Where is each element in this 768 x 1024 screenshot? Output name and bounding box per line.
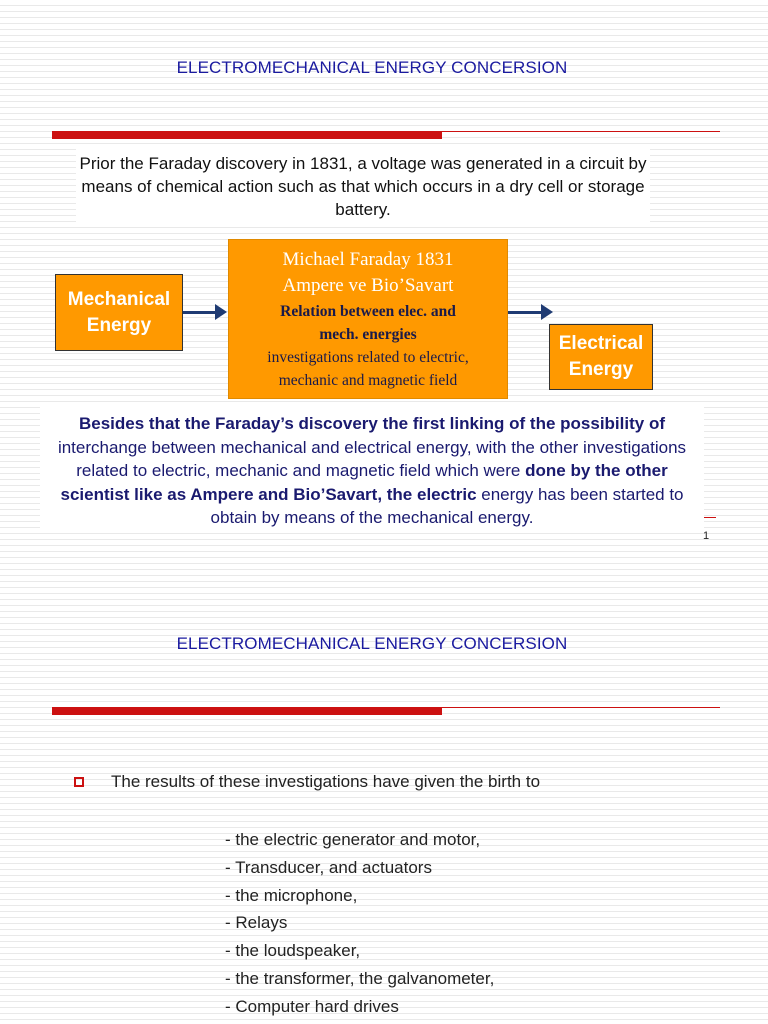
list-item: - the electric generator and motor, (225, 830, 481, 849)
faraday-box (228, 239, 508, 399)
slide-title: ELECTROMECHANICAL ENERGY CONCERSION (176, 58, 568, 77)
mechanical-energy-line1: Mechanical (67, 289, 171, 310)
arrow-right-icon (541, 304, 553, 320)
list-item: - the transformer, the galvanometer, (225, 968, 495, 988)
mechanical-energy-line2: Energy (86, 315, 152, 336)
list-item: - Transducer, and actuators (225, 857, 432, 877)
electrical-energy-line2: Energy (568, 359, 634, 380)
body-text-part1: Besides that the Faraday’s discovery the first linking of the possibility of (78, 414, 665, 433)
body-text-part4: energy has been started to obtain by means of the mechanical energy. (210, 484, 684, 527)
electrical-energy-line1: Electrical (558, 333, 644, 354)
arrow-right-icon (215, 304, 227, 320)
faraday-box-line4: investigations related to electric, mechanic and magnetic field (267, 349, 469, 389)
faraday-box-line1: Michael Faraday 1831 (282, 249, 454, 270)
faraday-box-line2: Ampere ve Bio’Savart (282, 275, 454, 296)
list-item: - Computer hard drives (225, 996, 399, 1016)
bullet-text: The results of these investigations have given the birth to (111, 772, 541, 791)
list-item: - the microphone, (225, 885, 358, 905)
page-number: 1 (703, 530, 710, 542)
body-text (44, 412, 700, 530)
rule-fragment (704, 517, 716, 518)
intro-text: Prior the Faraday discovery in 1831, a voltage was generated in a circuit by means of chemical action such as that which occurs in a dry cell or storage battery. (79, 154, 647, 219)
arrow-right-line (508, 311, 542, 314)
title-rule-thick (52, 131, 442, 139)
faraday-box-line3: Relation between elec. and mech. energies (280, 303, 456, 343)
title-rule-thick (52, 707, 442, 715)
slide-title: ELECTROMECHANICAL ENERGY CONCERSION (176, 634, 568, 653)
device-list (225, 826, 494, 1021)
arrow-left-line (183, 311, 217, 314)
mechanical-energy-box (55, 274, 183, 351)
bullet-square-icon (74, 777, 84, 787)
list-item: - the loudspeaker, (225, 941, 361, 961)
list-item: - Relays (225, 913, 288, 933)
slide-2 (0, 576, 768, 1024)
electrical-energy-box (549, 324, 653, 390)
body-text-part2: interchange between mechanical and electrical energy, with the other investigations related to electric, mechanic and magnetic field which were (57, 437, 687, 480)
body-text-part3: done by the other scientist like as Ampere and Bio’Savart, the electric (60, 461, 668, 504)
